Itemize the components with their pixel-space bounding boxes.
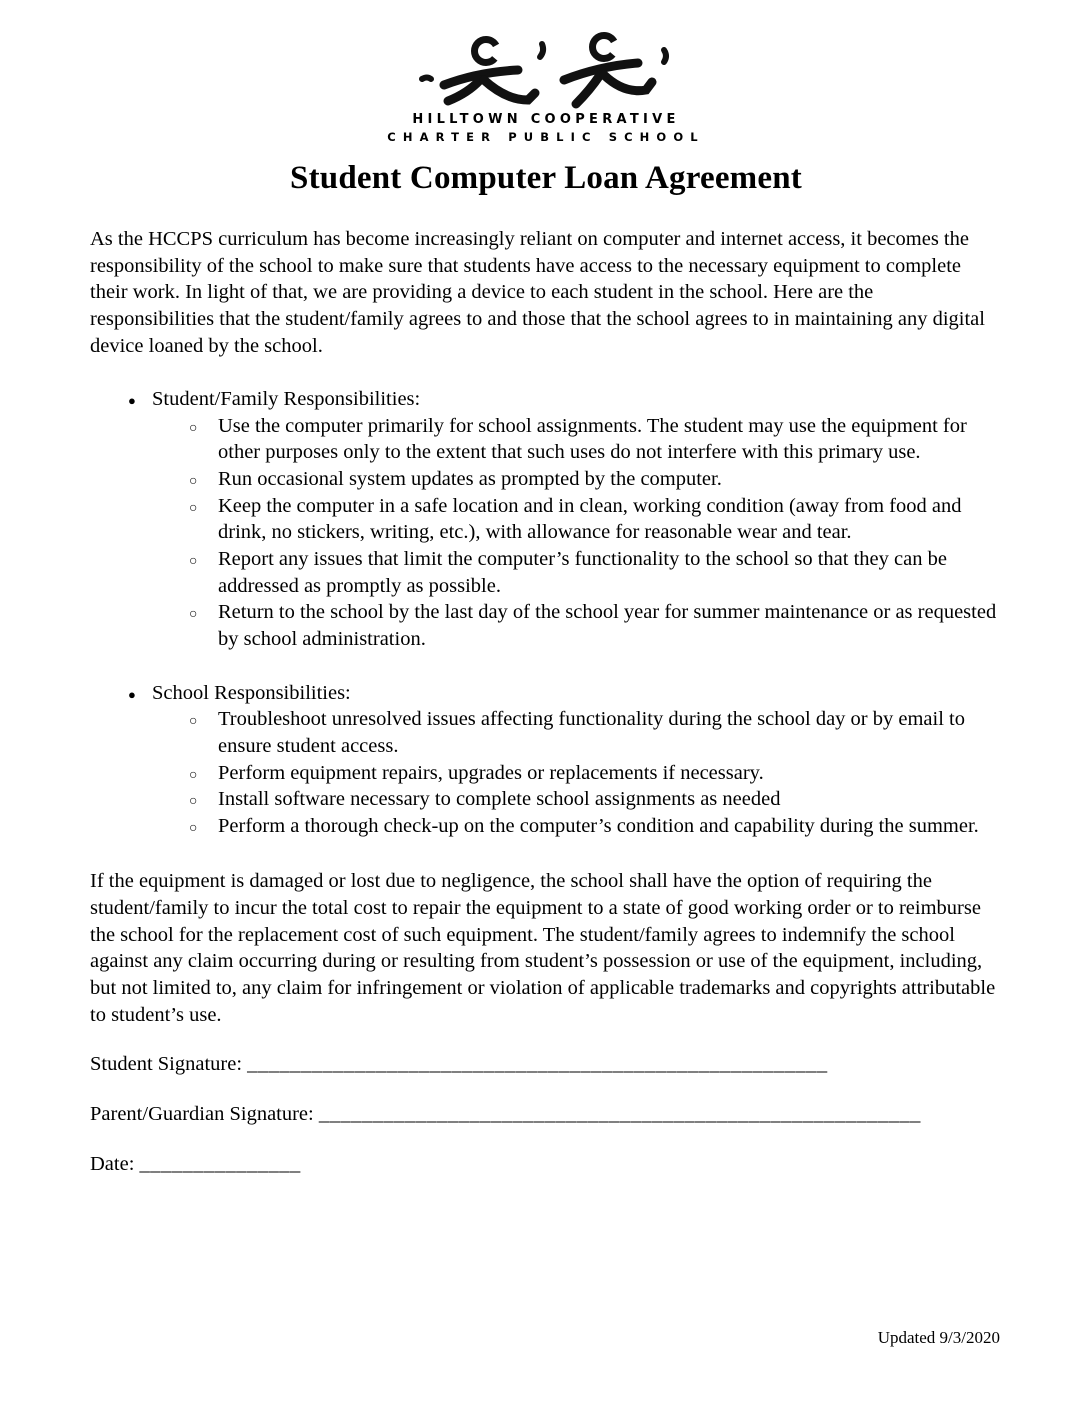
- parent-guardian-signature-blank-line: ________________________________________________________: [318, 1102, 921, 1125]
- list-item: [90, 493, 1002, 546]
- parent-guardian-signature-label: Parent/Guardian Signature:: [90, 1102, 319, 1125]
- open-bullet-icon: ○: [189, 820, 198, 836]
- list-item: [90, 599, 1002, 652]
- section-heading: School Responsibilities:: [152, 681, 351, 704]
- list-item-text: Return to the school by the last day of the school year for summer maintenance or as requested by school administration.: [218, 601, 997, 650]
- school-logo: [90, 0, 1002, 144]
- list-item: [90, 786, 1002, 813]
- list-item-text: Install software necessary to complete school assignments as needed: [218, 788, 781, 811]
- list-item: [90, 760, 1002, 787]
- student-family-responsibilities-section: [90, 386, 1002, 652]
- logo-school-name-line2: CHARTER PUBLIC SCHOOL: [387, 130, 705, 144]
- open-bullet-icon: ○: [189, 420, 198, 436]
- list-item-text: Report any issues that limit the computer’s functionality to the school so that they can be addressed as promptly as possible.: [218, 548, 947, 597]
- list-item-text: Use the computer primarily for school assignments. The student may use the equipment for other purposes only to the extent that such uses do not interfere with this primary use.: [218, 414, 967, 464]
- open-bullet-icon: ○: [189, 714, 198, 730]
- filled-bullet-icon: ●: [128, 393, 136, 409]
- list-item-text: Perform a thorough check-up on the computer’s condition and capability during the summer.: [218, 814, 979, 837]
- list-item: [90, 706, 1002, 759]
- date-label: Date:: [90, 1152, 140, 1175]
- student-signature-row: [90, 1051, 1002, 1078]
- open-bullet-icon: ○: [189, 500, 198, 516]
- filled-bullet-icon: ●: [128, 686, 136, 702]
- list-item: [90, 413, 1002, 466]
- section-heading-row: [90, 386, 1002, 413]
- open-bullet-icon: ○: [189, 607, 198, 623]
- intro-paragraph: As the HCCPS curriculum has become increasingly reliant on computer and internet access, it becomes the responsibility of the school to make sure that students have access to the necessary equipment to complete their work. In light of that, we are providing a device to each student in the school. Here are the responsibilities that the student/family agrees to and those that the school agrees to in maintaining any digital device loaned by the school.: [90, 228, 985, 357]
- list-item-text: Perform equipment repairs, upgrades or replacements if necessary.: [218, 761, 764, 784]
- list-item: [90, 813, 1002, 840]
- parent-guardian-signature-row: [90, 1101, 1002, 1128]
- date-blank-line: _______________: [139, 1152, 301, 1175]
- running-children-icon: [414, 30, 678, 110]
- list-item: [90, 466, 1002, 493]
- open-bullet-icon: ○: [189, 554, 198, 570]
- school-responsibilities-section: [90, 680, 1002, 840]
- open-bullet-icon: ○: [189, 794, 198, 810]
- liability-paragraph: If the equipment is damaged or lost due to negligence, the school shall have the option of requiring the student/family to incur the total cost to repair the equipment to a state of good working order or to reimburse the school for the replacement cost of such equipment. The student/family agrees to indemnify the school against any claim occurring during or resulting from student’s possession or use of the equipment, including, but not limited to, any claim for infringement or violation of applicable trademarks and copyrights attributable to student’s use.: [90, 870, 996, 1026]
- document-title: Student Computer Loan Agreement: [290, 160, 802, 196]
- date-row: [90, 1151, 1002, 1178]
- section-heading-row: [90, 680, 1002, 707]
- list-item-text: Run occasional system updates as prompted by the computer.: [218, 468, 722, 491]
- student-signature-blank-line: ______________________________________________________: [247, 1053, 828, 1076]
- list-item: [90, 546, 1002, 599]
- list-item-text: Keep the computer in a safe location and in clean, working condition (away from food and drink, no stickers, writing, etc.), with allowance for reasonable wear and tear.: [218, 494, 962, 544]
- list-item-text: Troubleshoot unresolved issues affecting functionality during the school day or by email to ensure student access.: [218, 708, 965, 757]
- section-heading: Student/Family Responsibilities:: [152, 388, 421, 411]
- student-signature-label: Student Signature:: [90, 1053, 248, 1076]
- open-bullet-icon: ○: [189, 474, 198, 490]
- logo-school-name-line1: HILLTOWN COOPERATIVE: [412, 112, 680, 127]
- open-bullet-icon: ○: [189, 767, 198, 783]
- updated-date-note: Updated 9/3/2020: [877, 1328, 1000, 1347]
